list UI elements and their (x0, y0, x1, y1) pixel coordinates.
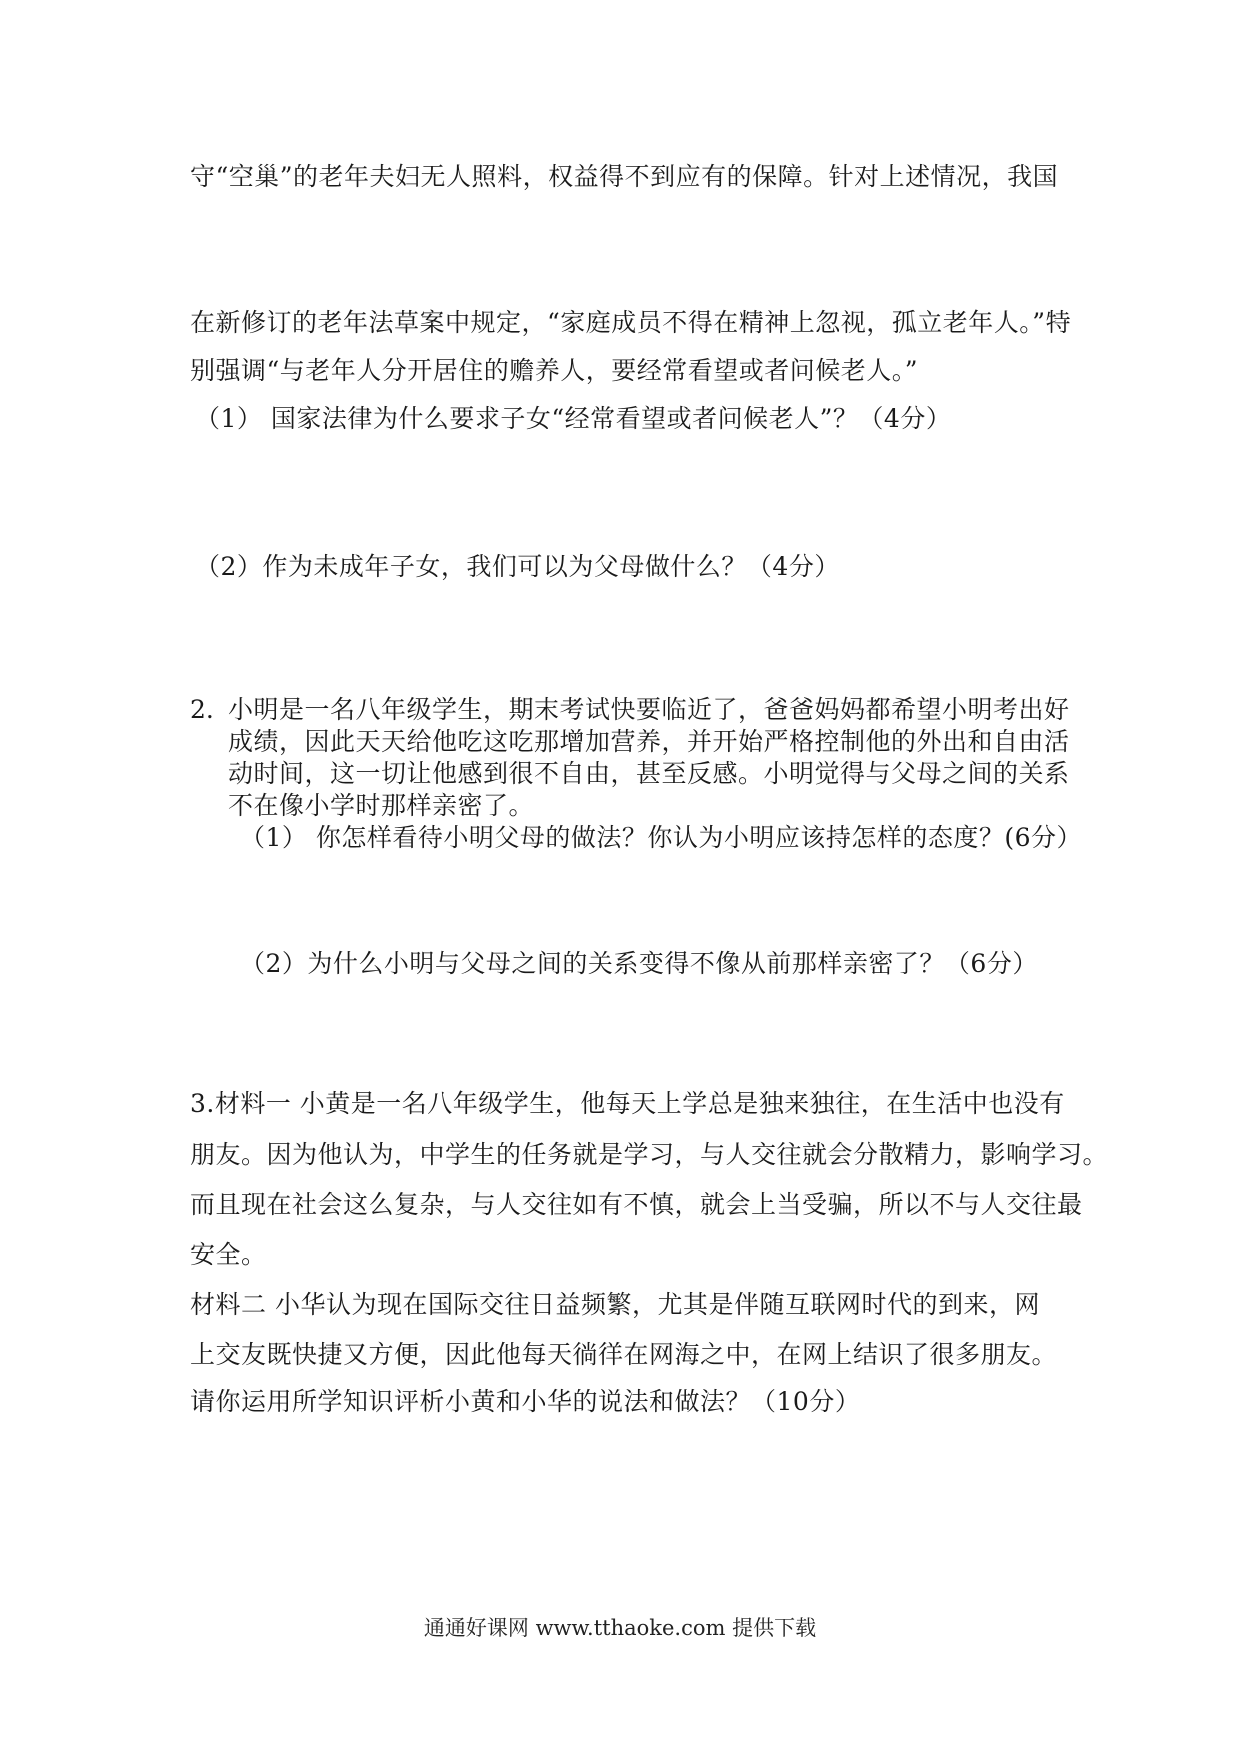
paragraph-line: 在新修订的老年法草案中规定，“家庭成员不得在精神上忽视，孤立老年人。”特 (190, 308, 1072, 337)
paragraph-line: 动时间，这一切让他感到很不自由，甚至反感。小明觉得与父母之间的关系 (228, 759, 1070, 788)
paragraph-line: 成绩，因此天天给他吃这吃那增加营养，并开始严格控制他的外出和自由活 (228, 727, 1070, 756)
paragraph-line: 而且现在社会这么复杂，与人交往如有不慎，就会上当受骗，所以不与人交往最 (190, 1190, 1083, 1219)
question-2-2: （2）为什么小明与父母之间的关系变得不像从前那样亲密了？（6分） (240, 949, 1038, 978)
paragraph-line: 别强调“与老年人分开居住的赡养人，要经常看望或者问候老人。” (190, 356, 919, 385)
paragraph-line: 上交友既快捷又方便，因此他每天徜徉在网海之中，在网上结识了很多朋友。 (190, 1340, 1058, 1369)
question-2-1: （1） 你怎样看待小明父母的做法？你认为小明应该持怎样的态度？(6分） (240, 823, 1083, 852)
paragraph-line: 不在像小学时那样亲密了。 (228, 791, 535, 820)
paragraph-line: 守“空巢”的老年夫妇无人照料，权益得不到应有的保障。针对上述情况，我国 (190, 162, 1059, 191)
question-1-1: （1） 国家法律为什么要求子女“经常看望或者问候老人”？（4分） (195, 404, 952, 433)
paragraph-line: 3.材料一 小黄是一名八年级学生，他每天上学总是独来独往，在生活中也没有 (190, 1089, 1065, 1118)
page-footer: 通通好课网 www.tthaoke.com 提供下载 (423, 1616, 817, 1640)
question-3: 请你运用所学知识评析小黄和小华的说法和做法？（10分） (190, 1387, 861, 1416)
paragraph-line: 小明是一名八年级学生，期末考试快要临近了，爸爸妈妈都希望小明考出好 (228, 695, 1070, 724)
question-1-2: （2）作为未成年子女，我们可以为父母做什么？（4分） (195, 552, 840, 581)
paragraph-line: 朋友。因为他认为，中学生的任务就是学习，与人交往就会分散精力，影响学习。 (190, 1140, 1109, 1169)
paragraph-line: 安全。 (190, 1240, 267, 1269)
paragraph-line: 材料二 小华认为现在国际交往日益频繁，尤其是伴随互联网时代的到来，网 (190, 1290, 1040, 1319)
question-number: 2. (190, 695, 214, 724)
